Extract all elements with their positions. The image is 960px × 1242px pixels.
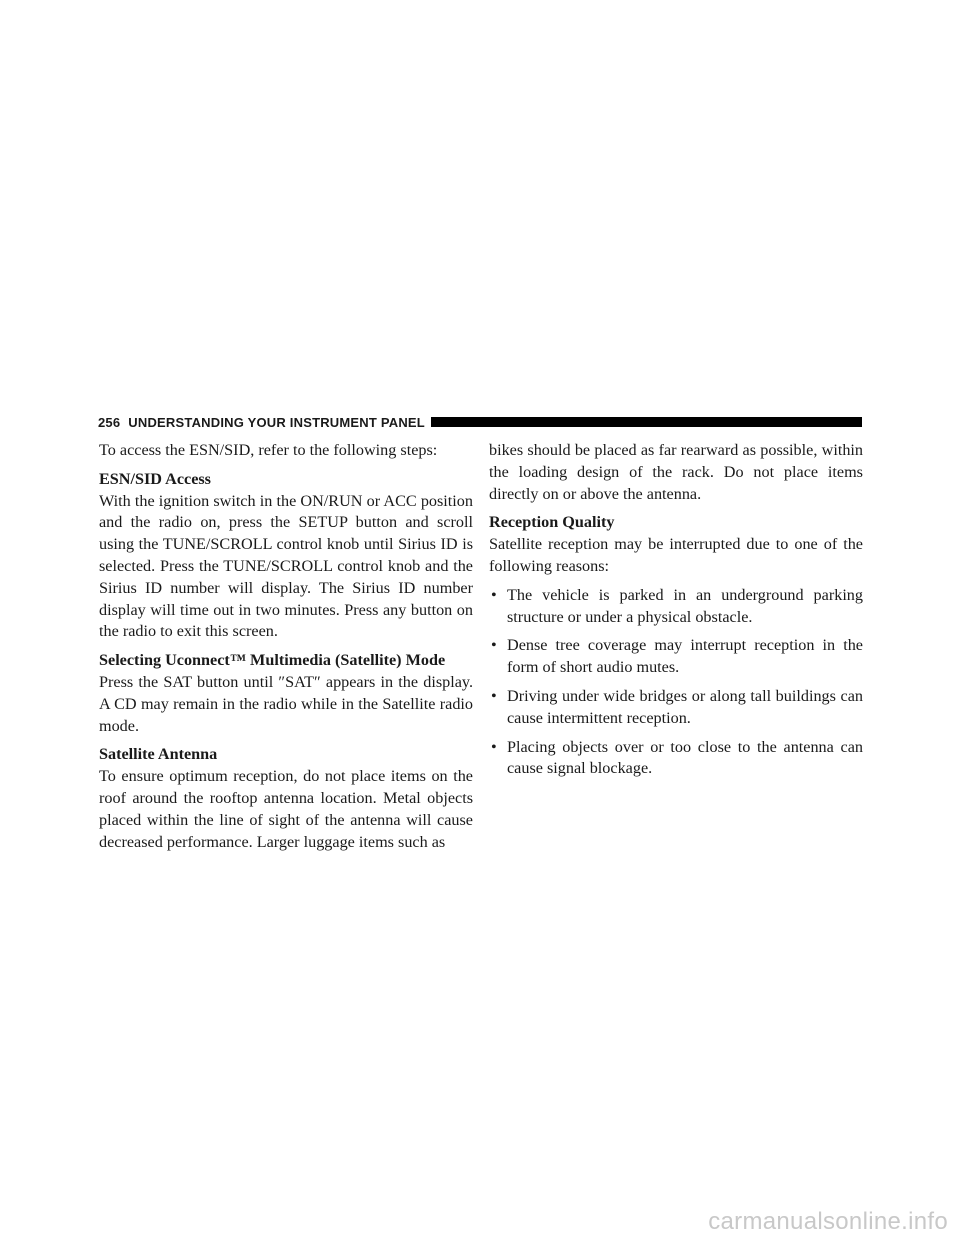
list-item xyxy=(489,686,863,730)
right-column xyxy=(489,440,863,787)
list-item-text: Placing objects over or too close to the antenna can cause signal blockage. xyxy=(507,737,863,778)
list-item-text: Dense tree coverage may interrupt reception in the form of short audio mutes. xyxy=(507,636,863,677)
bullet-icon: • xyxy=(491,585,497,604)
satellite-antenna-heading: Satellite Antenna xyxy=(99,745,218,764)
bullet-icon: • xyxy=(491,737,497,756)
page-number: 256 xyxy=(98,414,121,430)
watermark: carmanualsonline.info xyxy=(708,1208,948,1235)
list-item-text: The vehicle is parked in an underground parking structure or under a physical obstacle. xyxy=(507,585,863,626)
section-title: UNDERSTANDING YOUR INSTRUMENT PANEL xyxy=(128,414,425,430)
header-rule xyxy=(431,417,862,427)
satellite-antenna-body: To ensure optimum reception, do not place items on the roof around the rooftop antenna location. Metal objects placed within the line of sight of the antenna will cause decreased performance. Larger luggage items such as xyxy=(99,767,473,851)
reception-reasons-list xyxy=(489,585,863,780)
list-item xyxy=(489,737,863,781)
satellite-mode-heading: Selecting Uconnect™ Multimedia (Satellite) Mode xyxy=(99,651,446,670)
satellite-mode-body: Press the SAT button until ″SAT″ appears in the display. A CD may remain in the radio while in the Satellite radio mode. xyxy=(99,672,473,735)
list-item xyxy=(489,635,863,679)
bullet-icon: • xyxy=(491,636,497,655)
list-item-text: Driving under wide bridges or along tall buildings can cause intermittent reception. xyxy=(507,686,863,727)
list-item xyxy=(489,585,863,629)
left-column xyxy=(99,440,473,860)
esn-sid-access-heading: ESN/SID Access xyxy=(99,469,211,488)
esn-sid-access-body: With the ignition switch in the ON/RUN or ACC position and the radio on, press the SETUP button and scroll using the TUNE/SCROLL control knob until Sirius ID is selected. Press the TUNE/SCROLL control knob and the Sirius ID number will display. The Sirius ID number display will time out in two minutes. Press any button on the radio to exit this screen. xyxy=(99,491,473,641)
reception-quality-heading: Reception Quality xyxy=(489,513,615,532)
bullet-icon: • xyxy=(491,686,497,705)
page-header xyxy=(98,415,862,429)
reception-quality-body: Satellite reception may be interrupted due to one of the following reasons: xyxy=(489,535,863,575)
intro-paragraph: To access the ESN/SID, refer to the following steps: xyxy=(99,441,438,459)
satellite-antenna-continued: bikes should be placed as far rearward as possible, within the loading design of the rack. Do not place items directly on or above the antenna. xyxy=(489,441,863,503)
